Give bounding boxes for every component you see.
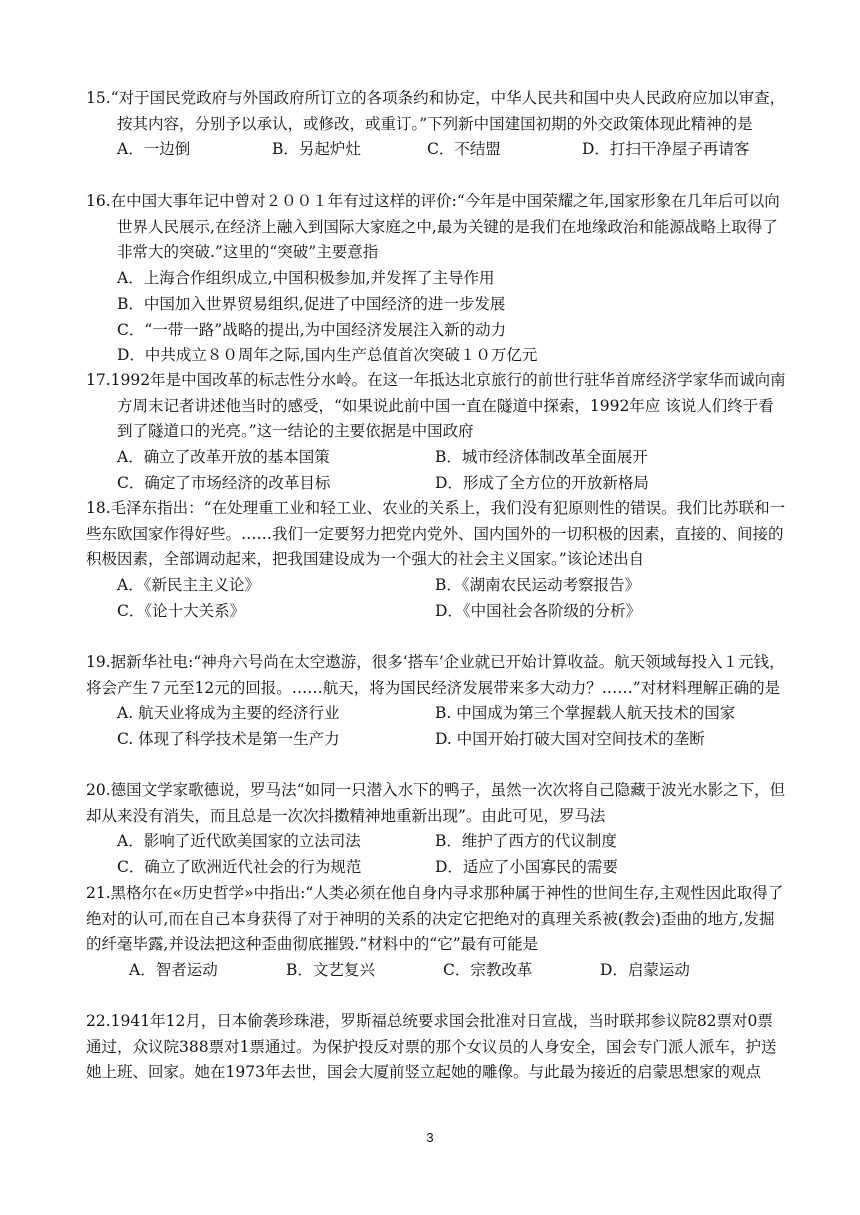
option-c: C．确立了欧洲近代社会的行为规范	[117, 858, 362, 877]
option-d: D．打扫干净屋子再请客	[582, 140, 750, 159]
option-d: D. 中国开始打破大国对空间技术的垄断	[435, 730, 705, 749]
options-row	[86, 829, 786, 855]
option-c: C．不结盟	[427, 140, 501, 159]
option-a: A. 航天业将成为主要的经济行业	[117, 704, 340, 723]
option-c: C．《论十大关系》	[117, 601, 246, 620]
question-stem: 19.据新华社电:“神舟六号尚在太空遨游，很多‘搭车’企业就已开始计算收益。航天领域每投入１元钱，将会产生７元至12元的回报。……航天，将为国民经济发展带来多大动力？……”对材料理解正确的是	[86, 653, 785, 697]
options-row	[86, 599, 786, 625]
question-stem: 22.1941年12月，日本偷袭珍珠港，罗斯福总统要求国会批准对日宣战，当时联邦参议院82票对0票通过，众议院388票对1票通过。为保护投反对票的那个女议员的人身安全，国会专门派人派车，护送她上班、回家。她在1973年去世，国会大厦前竖立起她的雕像。与此最为接近的启蒙思想家的观点	[86, 1012, 777, 1082]
options-row	[86, 727, 786, 753]
option-c: C．宗教改革	[443, 961, 533, 980]
option-b: B．《湖南农民运动考察报告》	[435, 576, 641, 595]
question-stem: 15.“对于国民党政府与外国政府所订立的各项条约和协定，中华人民共和国中央人民政府应加以审查，按其内容，分别予以承认，或修改，或重订。”下列新中国建国初期的外交政策体现此精神的是	[86, 89, 786, 133]
option-b: B. 中国成为第三个掌握载人航天技术的国家	[435, 704, 736, 723]
option-b: B．城市经济体制改革全面展开	[435, 448, 648, 467]
options-row	[86, 573, 786, 599]
options-row	[86, 701, 786, 727]
option-c: C．“一带一路”战略的提出,为中国经济发展注入新的动力	[117, 320, 507, 339]
question-17	[86, 368, 786, 497]
question-22	[86, 1009, 786, 1086]
option-a: A．影响了近代欧美国家的立法司法	[117, 832, 361, 851]
option-d: D．形成了全方位的开放新格局	[435, 473, 649, 492]
page-number: 3	[426, 1130, 434, 1145]
option-d: D．适应了小国寡民的需要	[435, 858, 618, 877]
option-b: B．文艺复兴	[286, 961, 375, 980]
option-a: A．上海合作组织成立,中国积极参加,并发挥了主导作用	[117, 269, 495, 288]
question-19	[86, 650, 786, 753]
options-row	[86, 445, 786, 471]
question-stem: 20.德国文学家歌德说，罗马法“如同一只潜入水下的鸭子，虽然一次次将自己隐藏于波光水影之下，但却从来没有消失，而且总是一次次抖擞精神地重新出现”。由此可见，罗马法	[86, 781, 786, 825]
option-b: B．另起炉灶	[272, 140, 361, 159]
options-row	[86, 471, 786, 497]
option-d: D．启蒙运动	[600, 961, 690, 980]
option-c: C．确定了市场经济的改革目标	[117, 473, 331, 492]
option-a: A．《新民主主义论》	[117, 576, 260, 595]
question-18	[86, 496, 786, 625]
question-16	[86, 189, 786, 369]
option-a: A．确立了改革开放的基本国策	[117, 448, 330, 467]
options-row	[86, 855, 786, 881]
question-stem: 17.1992年是中国改革的标志性分水岭。在这一年抵达北京旅行的前世行驻华首席经济学家华而诚向南方周末记者讲述他当时的感受，“如果说此前中国一直在隧道中探索，1992年应 该说人们终于看到了隧道口的光亮。”这一结论的主要依据是中国政府	[86, 371, 786, 441]
question-stem: 18.毛泽东指出：“在处理重工业和轻工业、农业的关系上，我们没有犯原则性的错误。我们比苏联和一些东欧国家作得好些。……我们一定要努力把党内党外、国内国外的一切积极的因素，直接的、间接的积极因素，全部调动起来，把我国建设成为一个强大的社会主义国家。”该论述出自	[86, 499, 786, 569]
option-d: D．中共成立８０周年之际,国内生产总值首次突破１０万亿元	[117, 346, 538, 365]
option-d: D．《中国社会各阶级的分析》	[435, 601, 642, 620]
option-b: B．维护了西方的代议制度	[435, 832, 617, 851]
option-b: B．中国加入世界贸易组织,促进了中国经济的进一步发展	[117, 294, 506, 313]
question-stem: 21.黑格尔在«历史哲学»中指出:“人类必须在他自身内寻求那种属于神性的世间生存,主观性因此取得了绝对的认可,而在自己本身获得了对于神明的关系的决定它把绝对的真理关系被(教会)歪曲的地方,发掘的纤毫毕露,并设法把这种歪曲彻底摧毁.”材料中的“它”最有可能是	[86, 884, 784, 954]
question-stem: 16.在中国大事年记中曾对２００１年有过这样的评价:“今年是中国荣耀之年,国家形象在几年后可以向世界人民展示,在经济上融入到国际大家庭之中,最为关键的是我们在地缘政治和能源战略上取得了非常大的突破.”这里的“突破”主要意指	[86, 192, 780, 262]
options-row	[86, 958, 786, 984]
option-a: A．一边倒	[117, 140, 191, 159]
option-c: C. 体现了科学技术是第一生产力	[117, 730, 340, 749]
question-21	[86, 881, 786, 984]
option-a: A．智者运动	[129, 961, 218, 980]
question-15	[86, 86, 786, 163]
options-list	[86, 266, 786, 369]
question-20	[86, 778, 786, 881]
options-row	[86, 137, 786, 163]
